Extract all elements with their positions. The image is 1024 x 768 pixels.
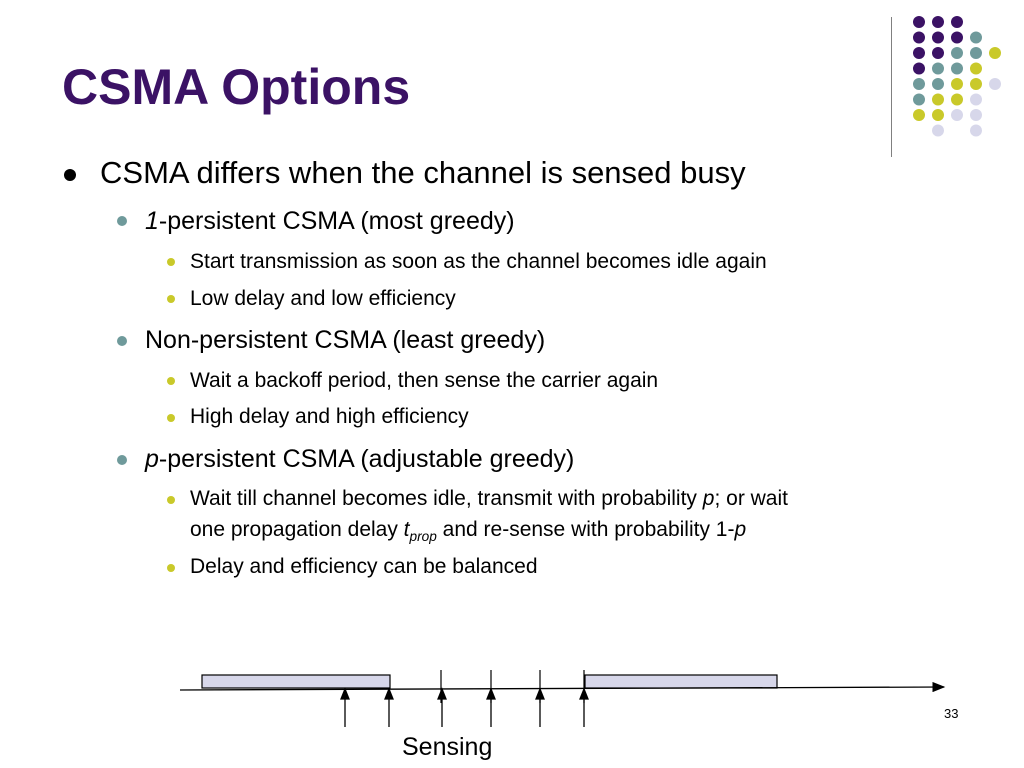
text-segment: Wait till channel becomes idle, transmit with probability — [190, 487, 703, 510]
italic-p: p — [702, 487, 715, 510]
busy-frame-1 — [202, 675, 390, 688]
bullet-1-persistent-text: -persistent CSMA (most greedy) — [158, 207, 515, 235]
busy-frame-2 — [585, 675, 777, 688]
bullet-start-transmission: Start transmission as soon as the channel becomes idle again — [190, 250, 767, 273]
subscript-prop: prop — [409, 528, 437, 544]
italic-p: p — [145, 445, 159, 473]
text-segment: ; or wait — [714, 487, 788, 510]
bullet-wait-backoff: Wait a backoff period, then sense the carrier again — [190, 369, 659, 392]
bullet-delay-efficiency: Delay and efficiency can be balanced — [190, 555, 538, 578]
bullet-high-delay: High delay and high efficiency — [190, 405, 469, 428]
slot-ticks — [441, 670, 584, 703]
bullet-non-persistent: Non-persistent CSMA (least greedy) — [145, 326, 546, 354]
italic-t: t — [403, 518, 410, 541]
sensing-label: Sensing — [402, 733, 493, 761]
bullet-low-delay: Low delay and low efficiency — [190, 287, 456, 310]
slide-title: CSMA Options — [62, 59, 411, 115]
italic-p: p — [734, 518, 747, 541]
bullet-csma-differs: CSMA differs when the channel is sensed busy — [100, 155, 746, 190]
page-number: 33 — [944, 706, 959, 721]
sensing-arrows — [341, 689, 588, 727]
italic-one: 1 — [145, 207, 159, 235]
bullet-p-persistent-text: -persistent CSMA (adjustable greedy) — [158, 445, 575, 473]
text-segment: and re-sense with probability 1- — [436, 518, 735, 541]
text-segment: one propagation delay — [190, 518, 404, 541]
